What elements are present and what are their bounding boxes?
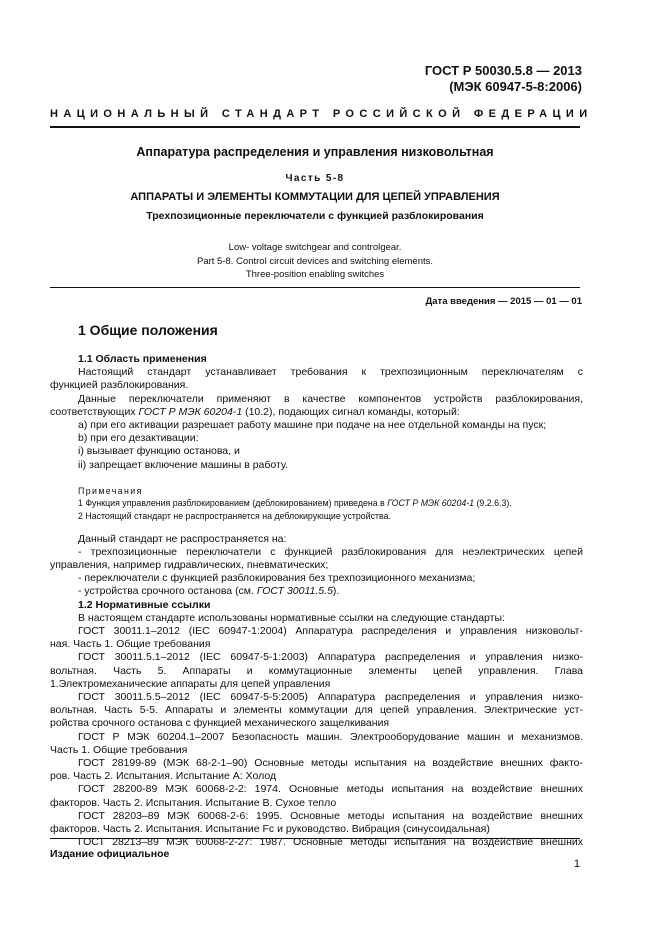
reference-line: ГОСТ 30011.5.5–2012 (IEC 60947-5-5:2005) Аппаратура распределения и управления низко-	[78, 691, 583, 704]
list-item: ii) запрещает включение машины в работу.	[78, 458, 289, 471]
reference-line: ГОСТ 30011.1–2012 (IEC 60947-1:2004) Аппаратура распределения и управления низковольт-	[78, 625, 583, 638]
list-item: i) вызывает функцию останова, и	[78, 445, 240, 458]
title-divider	[50, 287, 580, 288]
standard-reference: ГОСТ Р МЭК 60204-1	[138, 405, 243, 418]
english-title-line: Low- voltage switchgear and controlgear.	[228, 242, 402, 253]
section-heading: 1 Общие положения	[78, 322, 218, 338]
list-item: - трехпозиционные переключатели с функцией разблокирования для неэлектрических цепей	[78, 545, 583, 558]
text: (9.2.6.3).	[474, 498, 512, 509]
paragraph-line: Настоящий стандарт устанавливает требования к трехпозиционным переключателям с	[78, 366, 583, 379]
text: ).	[332, 585, 340, 598]
reference-line: вольтная. Часть 5-5. Аппараты и элементы коммутации для цепей управления. Электрические уст-	[50, 704, 583, 717]
document-body	[50, 353, 583, 849]
reference-line: ров. Часть 2. Испытания. Испытание А: Холод	[50, 770, 277, 783]
paragraph-line: функцией разблокирования.	[50, 379, 189, 392]
introduction-date: Дата введения — 2015 — 01 — 01	[425, 296, 582, 307]
reference-line: вольтная. Часть 5. Аппараты и коммутационные элементы цепей управления. Глава	[50, 664, 583, 677]
reference-line: ГОСТ 28200-89 МЭК 60068-2-2: 1974. Основные методы испытания на воздействие внешних	[78, 783, 583, 796]
subsection-heading: 1.1 Область применения	[78, 353, 207, 365]
reference-line: ГОСТ 28213–89 МЭК 60068-2-27: 1987. Основные методы испытания на воздействие внешних	[78, 836, 583, 849]
list-item: b) при его дезактивации:	[78, 432, 199, 445]
standard-iec-equivalent: (МЭК 60947-5-8:2006)	[449, 79, 582, 94]
text: 1 Функция управления разблокированием (деблокированием) приведена в	[78, 498, 388, 509]
note-item	[78, 497, 583, 510]
list-item: a) при его активации разрешает работу машине при подаче на нее отдельной команды на пуск;	[78, 419, 547, 432]
standard-reference: ГОСТ Р МЭК 60204-1	[387, 498, 475, 509]
paragraph-line: В настоящем стандарте использованы нормативные ссылки на следующие стандарты:	[78, 611, 505, 624]
list-item-continuation: управления, например гидравлических, пневматических;	[50, 559, 329, 572]
reference-line: 1.Электромеханические аппараты для цепей управления	[50, 677, 331, 690]
edition-label: Издание официальное	[50, 848, 170, 860]
document-subsubtitle: Трехпозиционные переключатели с функцией разблокирования	[146, 210, 484, 222]
paragraph-line	[50, 406, 583, 419]
reference-line: ройства срочного останова с функцией механического защелкивания	[50, 717, 390, 730]
standard-reference: ГОСТ 30011.5.5	[256, 585, 333, 598]
paragraph-line: Данный стандарт не распространяется на:	[78, 532, 287, 545]
reference-line: факторов. Часть 2. Испытания. Испытание Fc и руководство. Вибрация (синусоидальная)	[50, 823, 490, 836]
reference-line: ГОСТ 30011.5.1–2012 (IEC 60947-5-1:2003) Аппаратура распределения и управления низко-	[78, 651, 583, 664]
document-subtitle: АППАРАТЫ И ЭЛЕМЕНТЫ КОММУТАЦИИ ДЛЯ ЦЕПЕЙ УПРАВЛЕНИЯ	[130, 191, 500, 203]
text: соответствующих	[50, 405, 139, 418]
english-title	[50, 241, 580, 282]
text: - устройства срочного останова (см.	[78, 585, 257, 598]
page-number: 1	[573, 858, 580, 870]
header-divider	[50, 126, 580, 128]
footer-divider	[50, 838, 580, 839]
paragraph-line: Данные переключатели применяют в качестве компонентов устройств разблокирования,	[78, 392, 583, 405]
reference-line: Часть 1. Общие требования	[50, 743, 188, 756]
reference-line: ГОСТ 28199-89 (МЭК 68-2-1–90) Основные методы испытания на воздействие внешних факто-	[78, 757, 583, 770]
document-part: Часть 5-8	[285, 173, 345, 184]
notes-heading: Примечания	[78, 485, 143, 496]
english-title-line: Part 5-8. Control circuit devices and switching elements.	[196, 255, 434, 267]
list-item	[78, 585, 583, 598]
reference-line: ГОСТ Р МЭК 60204.1–2007 Безопасность машин. Электрооборудование машин и механизмов.	[78, 730, 583, 743]
note-item: 2 Настоящий стандарт не распространяется на деблокирующие устройства.	[78, 511, 391, 522]
subsection-heading: 1.2 Нормативные ссылки	[78, 598, 211, 611]
document-title: Аппаратура распределения и управления низковольтная	[136, 145, 494, 159]
list-item: - переключатели с функцией разблокирования без трехпозиционного механизма;	[78, 572, 476, 585]
reference-line: ная. Часть 1. Общие требования	[50, 638, 211, 651]
english-title-line: Three-position enabling switches	[245, 269, 385, 280]
reference-line: факторов. Часть 2. Испытания. Испытание В. Сухое тепло	[50, 796, 337, 809]
reference-line: ГОСТ 28203–89 МЭК 60068-2-6: 1995. Основные методы испытания на воздействие внешних	[78, 809, 583, 822]
standard-code	[425, 63, 582, 95]
standard-number: ГОСТ Р 50030.5.8 — 2013	[424, 63, 582, 78]
national-standard-banner: НАЦИОНАЛЬНЫЙ СТАНДАРТ РОССИЙСКОЙ ФЕДЕРАЦИИ	[50, 108, 593, 120]
text: (10.2), подающих сигнал команды, который:	[242, 405, 460, 418]
